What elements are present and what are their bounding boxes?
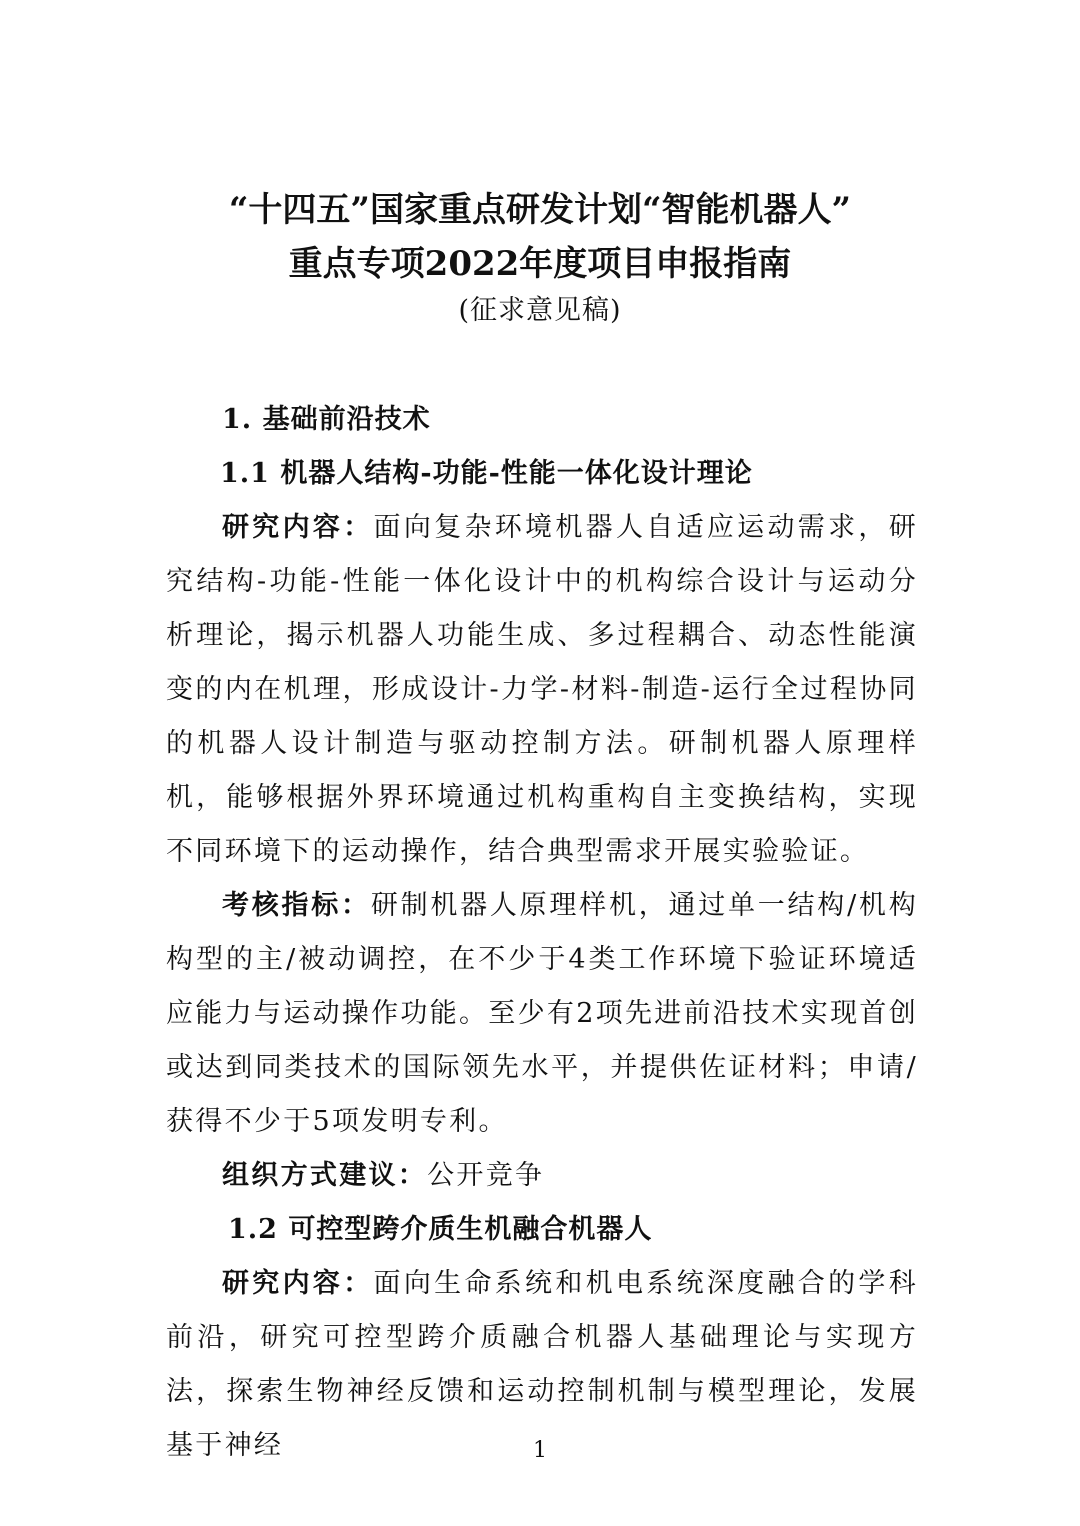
organization-paragraph-1-1 — [166, 1149, 918, 1203]
organization-text: 公开竞争 — [427, 1160, 545, 1191]
document-title-line-1: “十四五”国家重点研发计划“智能机器人” — [228, 190, 852, 230]
document-subtitle: (征求意见稿) — [458, 295, 622, 326]
assessment-label: 考核指标： — [222, 890, 371, 921]
assessment-paragraph-1-1 — [166, 879, 918, 1149]
subsection-heading-1-2: 1.2 可控型跨介质生机融合机器人 — [228, 1214, 653, 1245]
page-number: 1 — [533, 1438, 547, 1463]
subsection-heading-1-1: 1.1 机器人结构-功能-性能一体化设计理论 — [220, 458, 753, 489]
section-heading-1: 1. 基础前沿技术 — [222, 404, 431, 435]
organization-label: 组织方式建议： — [222, 1160, 428, 1191]
research-label: 研究内容： — [222, 1268, 374, 1299]
research-paragraph-1-1 — [166, 501, 918, 879]
research-text: 面向复杂环境机器人自适应运动需求，研究结构-功能-性能一体化设计中的机构综合设计与运动分析理论，揭示机器人功能生成、多过程耦合、动态性能演变的内在机理，形成设计-力学-材料-制造-运行全过程协同的机器人设计制造与驱动控制方法。研制机器人原理样机，能够根据外界环境通过机构重构自主变换结构，实现不同环境下的运动操作，结合典型需求开展实验验证。 — [166, 512, 919, 867]
research-label: 研究内容： — [222, 512, 374, 543]
research-text: 面向生命系统和机电系统深度融合的学科前沿，研究可控型跨介质融合机器人基础理论与实现方法，探索生物神经反馈和运动控制机制与模型理论，发展基于神经 — [166, 1268, 919, 1461]
assessment-text: 研制机器人原理样机，通过单一结构/机构构型的主/被动调控，在不少于4类工作环境下验证环境适应能力与运动操作功能。至少有2项先进前沿技术实现首创或达到同类技术的国际领先水平，并提供佐证材料；申请/获得不少于5项发明专利。 — [166, 890, 919, 1137]
document-body — [166, 393, 918, 1473]
document-title-line-2: 重点专项2022年度项目申报指南 — [288, 244, 792, 284]
